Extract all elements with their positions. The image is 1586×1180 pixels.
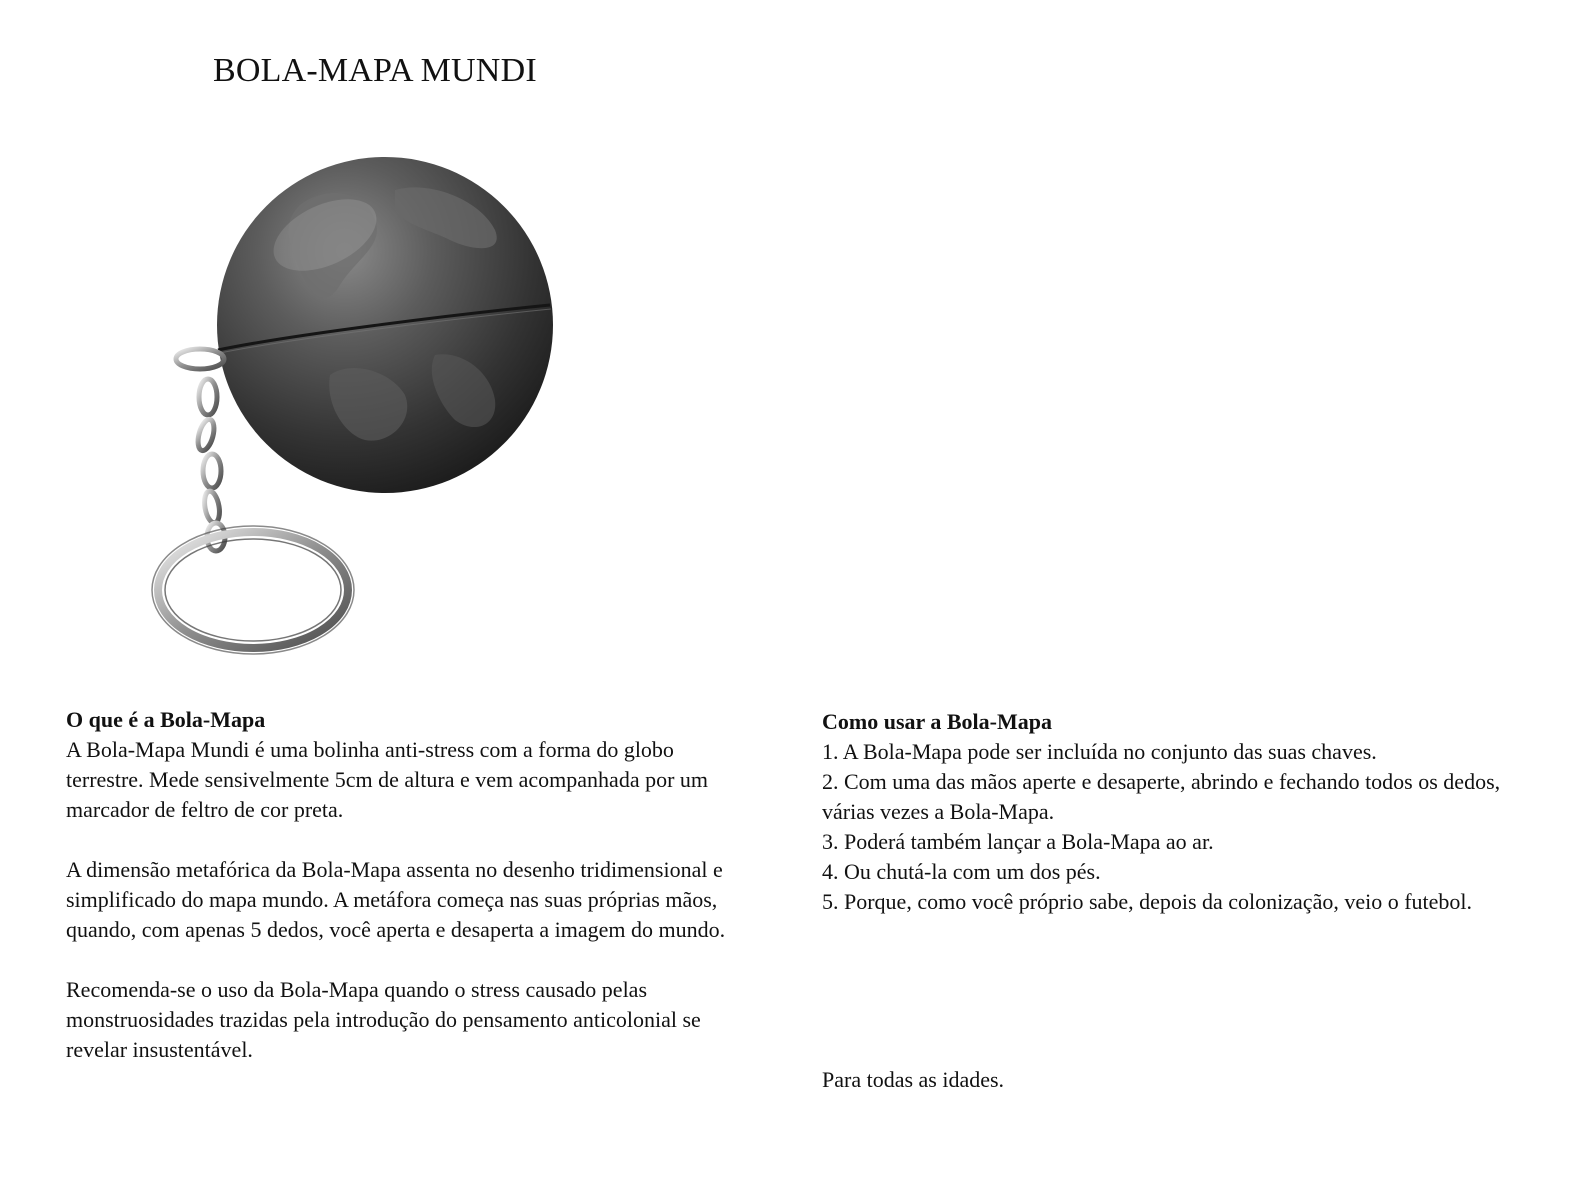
recommendation-paragraph: Recomenda-se o uso da Bola-Mapa quando o stress causado pelas monstruosidades trazidas pela introdução do pensamento anticolonial se revelar insustentável. [66,977,701,1062]
step-item: 2. Com uma das mãos aperte e desaperte, abrindo e fechando todos os dedos, várias vezes a Bola-Mapa. [822,769,1501,824]
step-item: 3. Poderá também lançar a Bola-Mapa ao ar. [822,829,1214,854]
keychain-globe-ball-icon [150,145,570,665]
product-photo [150,145,570,665]
what-is-section [66,705,726,1065]
step-item: 5. Porque, como você próprio sabe, depois da colonização, veio o futebol. [822,889,1473,914]
what-is-heading: O que é a Bola-Mapa [66,707,266,732]
steps-list [822,737,1522,917]
description-paragraph: A Bola-Mapa Mundi é uma bolinha anti-stress com a forma do globo terrestre. Mede sensivelmente 5cm de altura e vem acompanhada por um marcador de feltro de cor preta. [66,737,709,822]
how-to-use-section [822,707,1522,917]
age-note: Para todas as idades. [822,1067,1005,1092]
step-item: 4. Ou chutá-la com um dos pés. [822,859,1101,884]
step-item: 1. A Bola-Mapa pode ser incluída no conjunto das suas chaves. [822,739,1377,764]
how-to-use-heading: Como usar a Bola-Mapa [822,709,1052,734]
page-title: BOLA-MAPA MUNDI [213,52,537,89]
metaphor-paragraph: A dimensão metafórica da Bola-Mapa assenta no desenho tridimensional e simplificado do mapa mundo. A metáfora começa nas suas próprias mãos, quando, com apenas 5 dedos, você aperta e desaperta a imagem do mundo. [66,857,726,942]
